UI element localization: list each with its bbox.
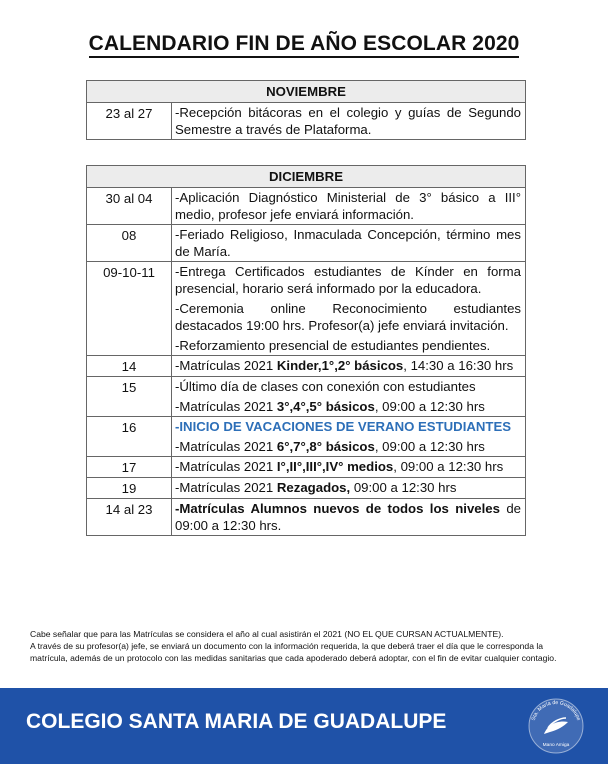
- highlight-text: -INICIO DE VACACIONES DE VERANO ESTUDIANTES: [175, 419, 512, 434]
- description-line: [175, 500, 521, 534]
- table-row: [87, 499, 526, 536]
- text-segment: -Matrículas 2021: [175, 399, 277, 414]
- description-line: [175, 458, 521, 475]
- emphasized-text: Rezagados,: [276, 480, 351, 495]
- row-description: [172, 457, 526, 478]
- school-logo-icon: [524, 694, 588, 758]
- row-description: [172, 188, 526, 225]
- text-segment: -Reforzamiento presencial de estudiantes pendientes.: [175, 338, 491, 353]
- row-date: 14 al 23: [87, 499, 172, 536]
- table-row: [87, 188, 526, 225]
- table-row: [87, 377, 526, 417]
- text-segment: -Matrículas 2021: [175, 358, 277, 373]
- text-segment: -Matrículas 2021: [175, 439, 277, 454]
- text-segment: , 09:00 a 12:30 hrs: [374, 399, 485, 414]
- notes: [30, 628, 582, 664]
- table-row: [87, 225, 526, 262]
- row-date: 19: [87, 478, 172, 499]
- row-description: [172, 225, 526, 262]
- row-date: 14: [87, 356, 172, 377]
- row-description: [172, 103, 526, 140]
- table-row: [87, 417, 526, 457]
- description-line: [175, 479, 521, 496]
- page-title: CALENDARIO FIN DE AÑO ESCOLAR 2020: [0, 32, 608, 56]
- row-description: [172, 377, 526, 417]
- row-date: 15: [87, 377, 172, 417]
- text-segment: -Entrega Certificados estudiantes de Kínder en forma presencial, horario será informado por la educadora.: [175, 264, 521, 296]
- noviembre-table: [86, 80, 526, 140]
- logo-text-bottom: Mano Amiga: [542, 743, 570, 748]
- description-line: [175, 398, 521, 415]
- description-line: [175, 378, 521, 395]
- text-segment: -Feriado Religioso, Inmaculada Concepción, término mes de María.: [175, 227, 521, 259]
- row-description: [172, 417, 526, 457]
- month-header: NOVIEMBRE: [87, 81, 526, 103]
- month-header: DICIEMBRE: [87, 166, 526, 188]
- text-segment: -Matrículas 2021: [175, 459, 277, 474]
- text-segment: -Aplicación Diagnóstico Ministerial de 3° básico a III° medio, profesor jefe enviará información.: [175, 190, 521, 222]
- footer-banner: [0, 688, 608, 764]
- text-segment: -Recepción bitácoras en el colegio y guías de Segundo Semestre a través de Plataforma.: [175, 105, 521, 137]
- table-row: [87, 478, 526, 499]
- note-profesor: A través de su profesor(a) jefe, se enviará un documento con la información requerida, la que deberá traer el día que le corresponda la matrícula, además de un protocolo con las medidas sanitarias que cada apoderado deberá adoptar, con el fin de evitar cualquier contagio.: [30, 641, 557, 663]
- description-line: [175, 337, 521, 354]
- note-matriculas: Cabe señalar que para las Matrículas se considera el año al cual asistirán el 2021 (NO EL QUE CURSAN ACTUALMENTE).: [30, 629, 504, 639]
- emphasized-text: 6°,7°,8° básicos: [276, 439, 375, 454]
- description-line: [175, 263, 521, 297]
- logo-text-top: Sta. María de Guadalupe: [530, 699, 582, 722]
- emphasized-text: I°,II°,III°,IV° medios: [276, 459, 394, 474]
- row-date: 09-10-11: [87, 262, 172, 356]
- row-date: 17: [87, 457, 172, 478]
- text-segment: -Matrículas 2021: [175, 480, 277, 495]
- description-line: [175, 418, 521, 435]
- row-date: 23 al 27: [87, 103, 172, 140]
- row-date: 08: [87, 225, 172, 262]
- text-segment: -Ceremonia online Reconocimiento estudiantes destacados 19:00 hrs. Profesor(a) jefe enviará invitación.: [175, 301, 521, 333]
- row-description: [172, 478, 526, 499]
- emphasized-text: 3°,4°,5° básicos: [276, 399, 375, 414]
- description-line: [175, 357, 521, 374]
- row-date: 30 al 04: [87, 188, 172, 225]
- row-description: [172, 499, 526, 536]
- row-date: 16: [87, 417, 172, 457]
- school-name: COLEGIO SANTA MARIA DE GUADALUPE: [26, 710, 447, 733]
- text-segment: , 09:00 a 12:30 hrs: [393, 459, 504, 474]
- row-description: [172, 262, 526, 356]
- description-line: [175, 226, 521, 260]
- text-segment: 09:00 a 12:30 hrs: [350, 480, 457, 495]
- table-row: [87, 262, 526, 356]
- text-segment: , 14:30 a 16:30 hrs: [403, 358, 514, 373]
- emphasized-text: Kinder,1°,2° básicos: [276, 358, 404, 373]
- description-line: [175, 189, 521, 223]
- description-line: [175, 300, 521, 334]
- text-segment: de 09:00 a 12:30 hrs.: [175, 501, 521, 533]
- text-segment: -Último día de clases con conexión con estudiantes: [175, 379, 476, 394]
- table-row: [87, 356, 526, 377]
- table-row: [87, 457, 526, 478]
- description-line: [175, 104, 521, 138]
- diciembre-table: [86, 165, 526, 536]
- row-description: [172, 356, 526, 377]
- text-segment: , 09:00 a 12:30 hrs: [374, 439, 485, 454]
- description-line: [175, 438, 521, 455]
- emphasized-text: -Matrículas Alumnos nuevos de todos los niveles: [175, 501, 500, 516]
- table-row: [87, 103, 526, 140]
